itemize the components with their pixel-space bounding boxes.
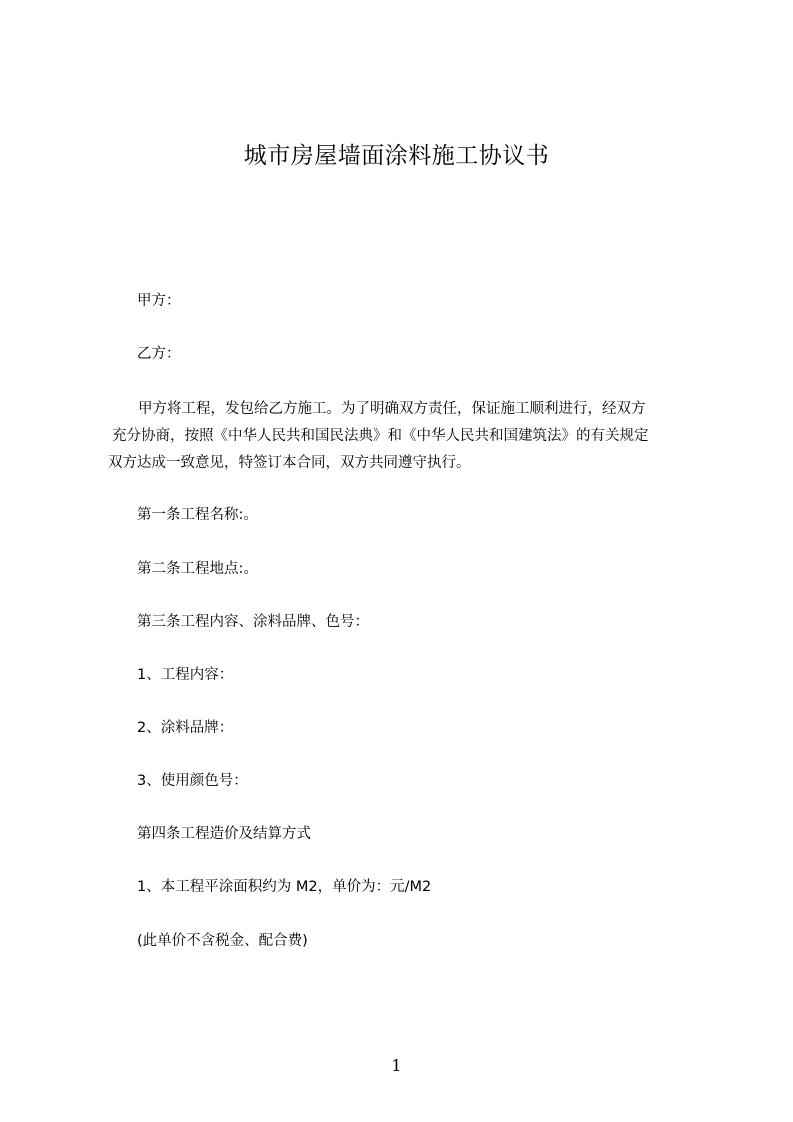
- intro-paragraph: [108, 396, 708, 477]
- intro-line-1: 甲方将工程，发包给乙方施工。为了明确双方责任，保证施工顺利进行，经双方: [138, 401, 646, 417]
- price-note: (此单价不含税金、配合费): [137, 933, 308, 949]
- intro-line-3: 双方达成一致意见，特签订本合同，双方共同遵守执行。: [108, 455, 471, 471]
- article-4-cost-settlement: 第四条工程造价及结算方式: [137, 826, 311, 842]
- document-title: 城市房屋墙面涂料施工协议书: [243, 143, 550, 169]
- party-b-label: 乙方：: [137, 346, 181, 362]
- article-3-project-content: 第三条工程内容、涂料品牌、色号：: [137, 614, 369, 630]
- item-color-number: 3、使用颜色号：: [137, 773, 248, 789]
- intro-line-2: 充分协商，按照《中华人民共和国民法典》和《中华人民共和国建筑法》的有关规定: [112, 428, 649, 444]
- item-paint-brand: 2、涂料品牌：: [137, 720, 234, 736]
- party-a-label: 甲方：: [137, 293, 181, 309]
- price-item: 1、本工程平涂面积约为 M2，单价为：元/M2: [137, 879, 432, 895]
- article-2-project-location: 第二条工程地点:。: [137, 561, 258, 577]
- article-1-project-name: 第一条工程名称:。: [137, 507, 258, 523]
- page-number: 1: [391, 1056, 402, 1075]
- item-project-content: 1、工程内容：: [137, 667, 234, 683]
